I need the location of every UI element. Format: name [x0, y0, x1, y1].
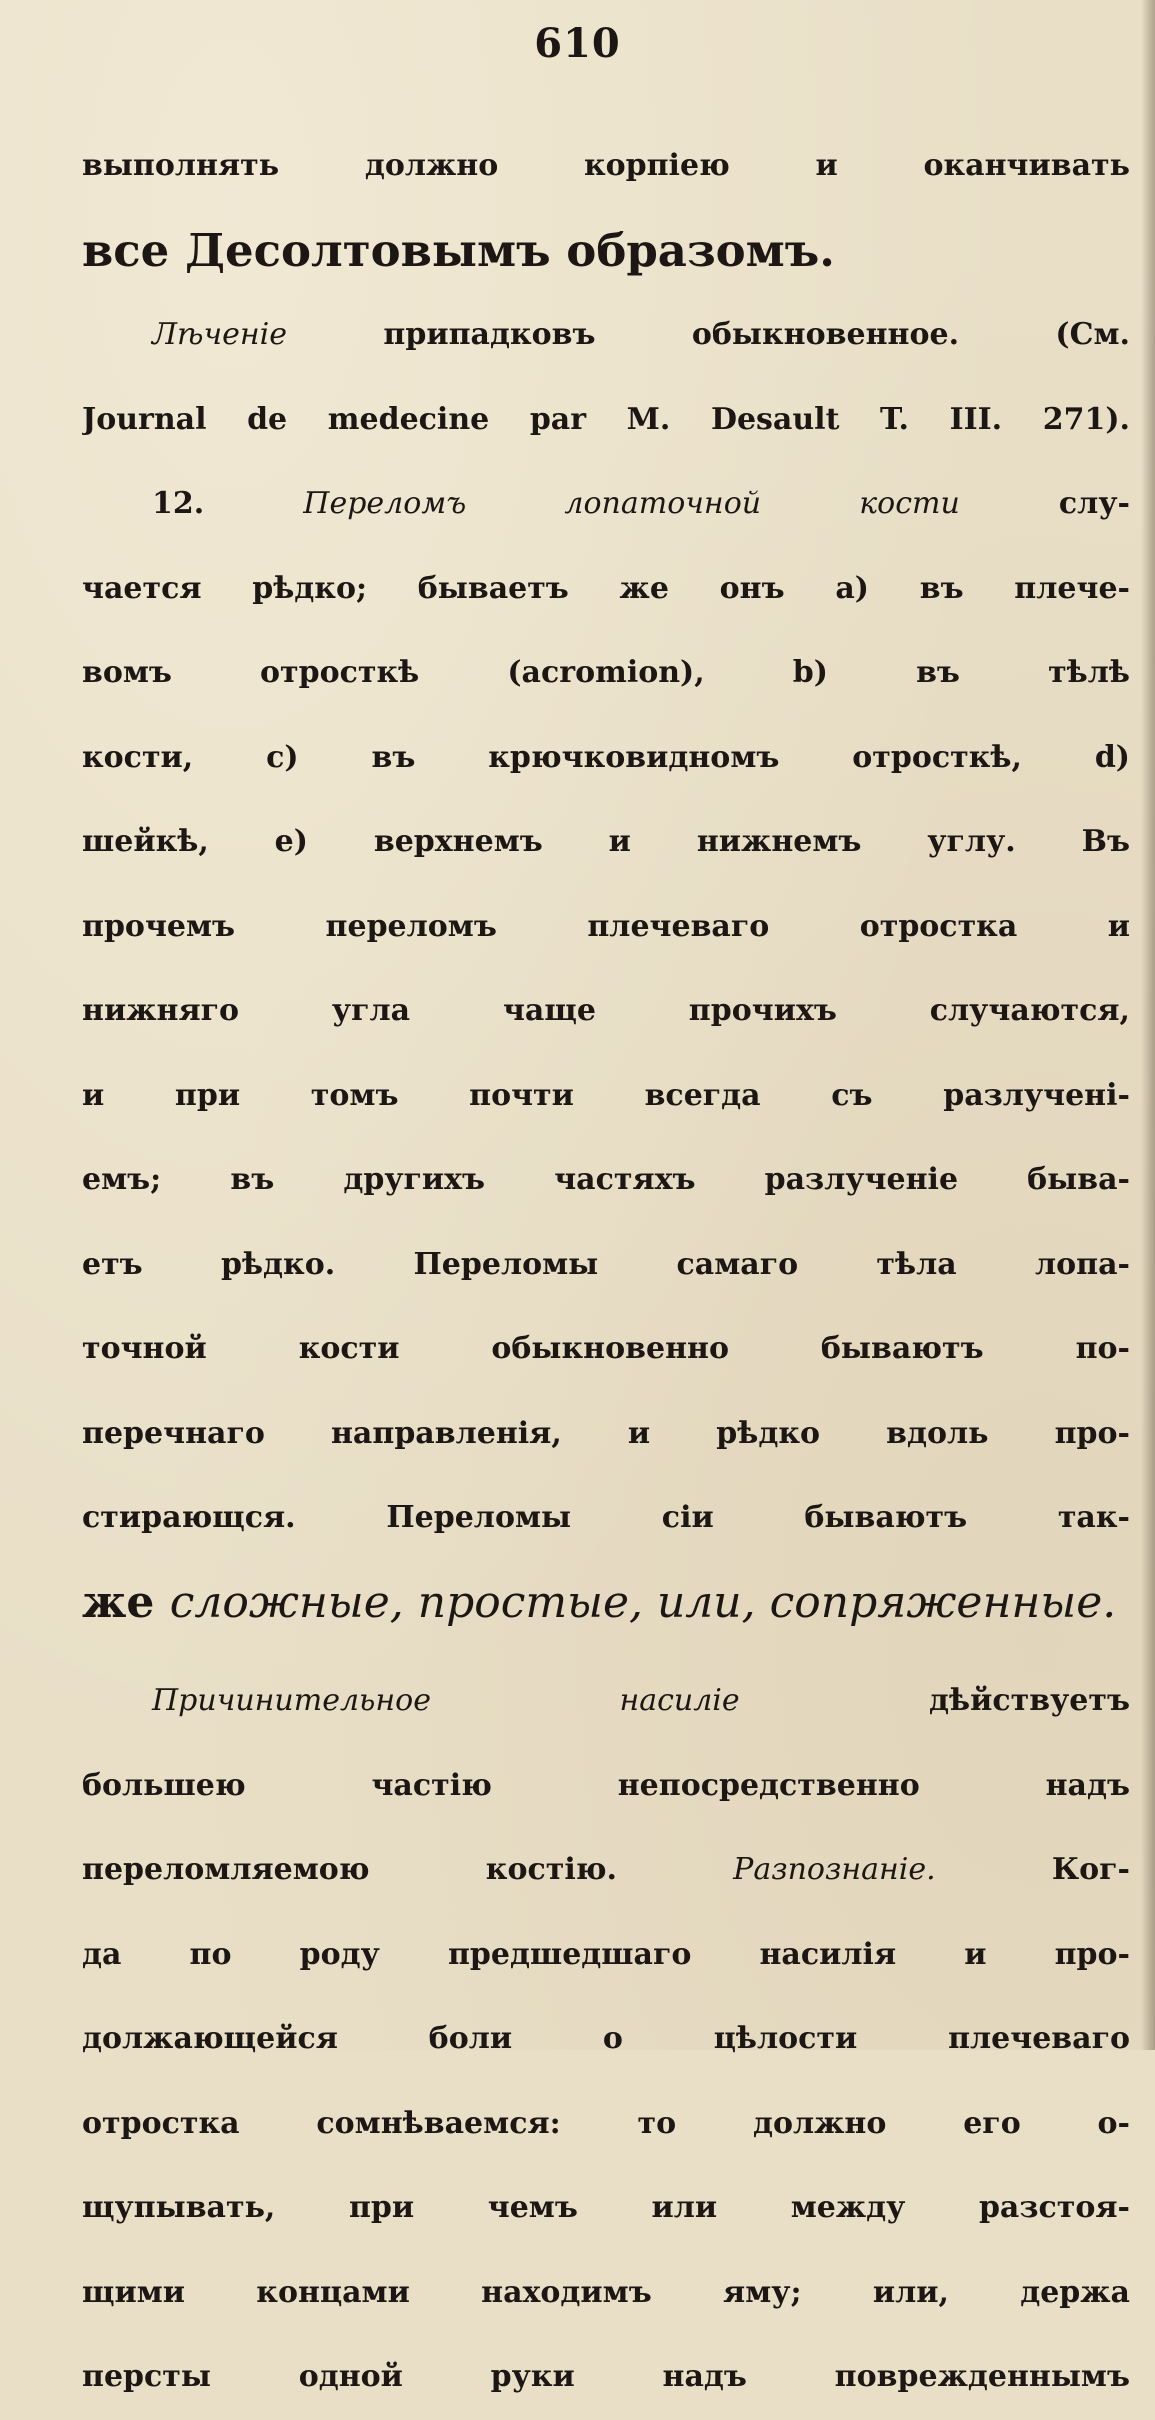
text-line	[82, 1997, 1130, 2082]
italic-terms: сложные, простые, или, сопряженные.	[169, 1576, 1117, 1628]
text-line	[82, 1307, 1130, 1392]
section-number: 12.	[152, 486, 304, 521]
line-text: кости, c) въ крючковидномъ отросткѣ, d)	[82, 739, 1130, 775]
text-line	[82, 1913, 1130, 1998]
italic-term: Лѣченіе	[152, 317, 288, 352]
text-line	[82, 1476, 1130, 1561]
text-line	[82, 1828, 1130, 1913]
line-text: точной кости обыкновенно бываютъ по-	[82, 1331, 1130, 1366]
line-text: шейкѣ, e) верхнемъ и нижнемъ углу. Въ	[82, 824, 1130, 859]
line-text: должающейся боли о цѣлости плечеваго	[82, 2021, 1130, 2056]
text-line	[82, 209, 1130, 294]
line-text: все Десолтовымъ образомъ.	[82, 223, 835, 277]
text-line	[82, 2166, 1130, 2251]
body-text	[82, 124, 1130, 2420]
line-text: прочемъ переломъ плечеваго отростка и	[82, 908, 1130, 944]
text-line	[82, 631, 1130, 716]
text-line	[82, 547, 1130, 632]
line-text: нижняго угла чаще прочихъ случаются,	[82, 993, 1130, 1028]
line-text: щими концами находимъ яму; или, держа	[82, 2274, 1130, 2310]
italic-term: Разпознаніе.	[733, 1852, 936, 1887]
text-line	[82, 378, 1130, 463]
text-line	[82, 1659, 1130, 1744]
line-text: вомъ отросткѣ (acromion), b) въ тѣлѣ	[82, 655, 1130, 690]
text-line	[82, 1138, 1130, 1223]
line-text: емъ; въ другихъ частяхъ разлученіе быва-	[82, 1162, 1130, 1197]
line-text: припадковъ обыкновенное. (См.	[287, 317, 1130, 352]
line-text: щупывать, при чемъ или между разстоя-	[82, 2190, 1130, 2225]
text-line	[82, 124, 1130, 209]
line-text: дѣйствуетъ	[739, 1683, 1130, 1718]
text-line	[82, 293, 1130, 378]
line-text: да по роду предшедшаго насилія и про-	[82, 1936, 1130, 1972]
line-text: же	[82, 1576, 170, 1628]
line-text: стирающся. Переломы сіи бываютъ так-	[82, 1500, 1130, 1535]
text-line	[82, 969, 1130, 1054]
line-text: слу-	[959, 486, 1130, 521]
italic-term: Причинительное насиліе	[152, 1683, 740, 1718]
text-line	[82, 2082, 1130, 2167]
text-line	[82, 1054, 1130, 1139]
text-line	[82, 2251, 1130, 2336]
page-edge-shadow	[1141, 0, 1155, 2050]
line-text: етъ рѣдко. Переломы самаго тѣла лопа-	[82, 1246, 1130, 1282]
line-text: чается рѣдко; бываетъ же онъ a) въ плече-	[82, 570, 1130, 606]
line-text: перечнаго направленія, и рѣдко вдоль про-	[82, 1415, 1130, 1451]
text-line	[82, 1392, 1130, 1477]
text-line	[82, 716, 1130, 801]
text-line	[82, 462, 1130, 547]
line-text: большею частію непосредственно надъ	[82, 1767, 1130, 1803]
page-number: 610	[534, 20, 621, 67]
line-text: Ког-	[935, 1852, 1130, 1887]
text-line	[82, 1744, 1130, 1829]
italic-heading: Переломъ лопаточной кости	[303, 486, 960, 521]
text-line	[82, 1223, 1130, 1308]
line-text: выполнять должно корпіею и оканчивать	[82, 148, 1130, 183]
text-line	[82, 885, 1130, 970]
text-line	[82, 800, 1130, 885]
line-text: переломляемою костію.	[82, 1852, 734, 1887]
line-text: персты одной руки надъ поврежденнымъ	[82, 2359, 1130, 2394]
line-text: отростка сомнѣваемся: то должно его о-	[82, 2105, 1130, 2141]
line-text: Journal de medecine par M. Desault T. III. 271).	[82, 401, 1130, 437]
text-line	[82, 1561, 1130, 1646]
text-line	[82, 2335, 1130, 2420]
line-text: и при томъ почти всегда съ разлученi-	[82, 1077, 1130, 1113]
